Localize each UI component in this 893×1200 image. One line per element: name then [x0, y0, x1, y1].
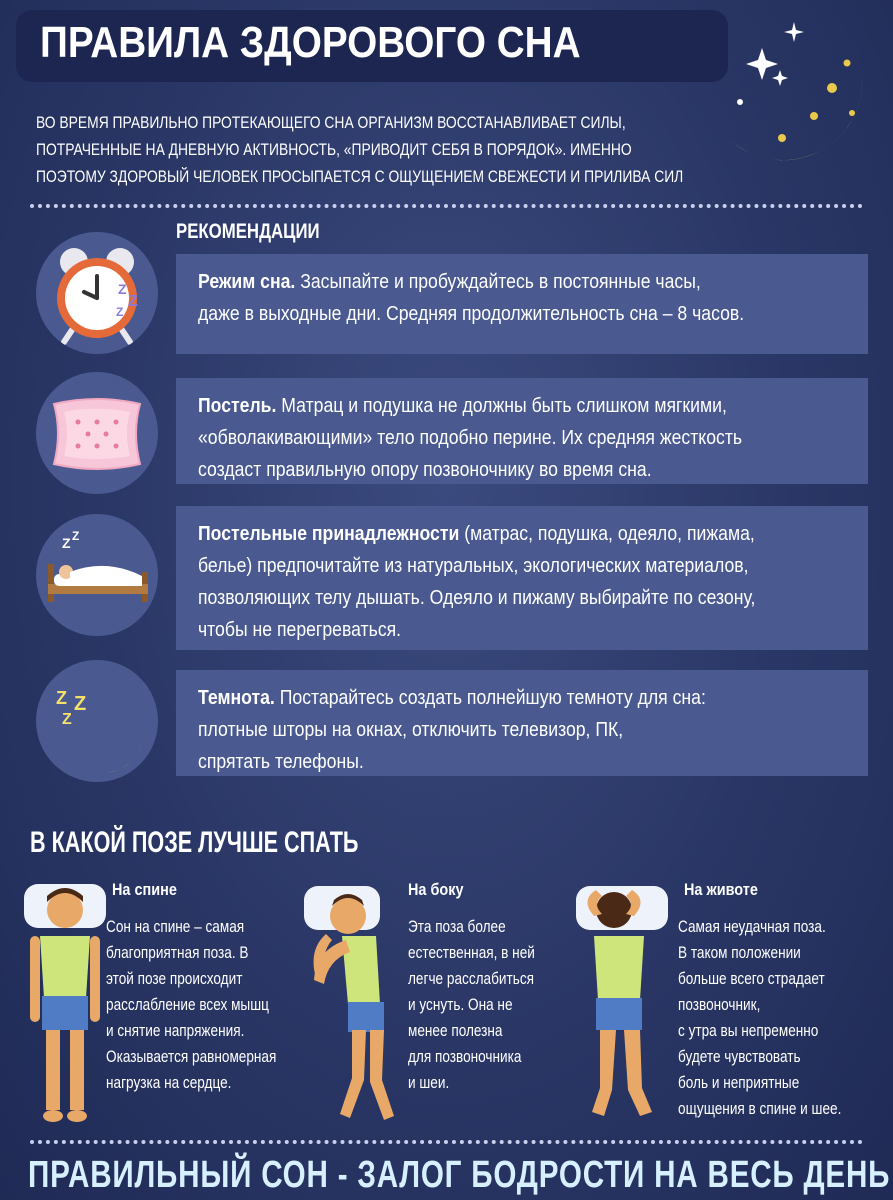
person-on-back-icon — [20, 880, 110, 1130]
recommendation-title: Темнота. — [198, 686, 275, 709]
pose-line: Оказывается равномерная — [106, 1047, 277, 1066]
moon-with-stars-icon — [722, 18, 882, 168]
pose-line: благоприятная поза. В — [106, 943, 249, 962]
crescent-moon-zzz-icon — [36, 660, 158, 782]
pose-line: и снятие напряжения. — [106, 1021, 245, 1040]
recommendation-text: «обволакивающими» тело подобно перине. Их средняя жесткость — [198, 426, 743, 449]
svg-text:Z: Z — [128, 293, 138, 310]
pillow-icon — [36, 372, 158, 494]
recommendation-bed — [176, 378, 868, 484]
recommendation-sleep-schedule — [176, 254, 868, 354]
sleeping-in-bed-icon — [36, 514, 158, 636]
recommendation-darkness — [176, 670, 868, 776]
recommendation-text: Матрац и подушка не должны быть слишком мягкими, — [276, 394, 727, 417]
alarm-clock-icon — [36, 232, 158, 354]
pose-line: нагрузка на сердце. — [106, 1073, 232, 1092]
pose-line: ощущения в спине и шее. — [678, 1099, 842, 1118]
svg-text:Z: Z — [118, 281, 127, 297]
pose-line: и уснуть. Она не — [408, 995, 513, 1014]
recommendation-text: белье) предпочитайте из натуральных, экологических материалов, — [198, 554, 749, 577]
pose-text-back — [106, 914, 276, 1096]
recommendation-text: Постарайтесь создать полнейшую темноту для сна: — [274, 686, 706, 709]
pose-line: Сон на спине – самая — [106, 917, 245, 936]
recommendation-bedding — [176, 506, 868, 650]
dotted-divider — [30, 204, 863, 208]
recommendations-heading: РЕКОМЕНДАЦИИ — [176, 220, 320, 243]
recommendation-text: создаст правильную опору позвоночнику во время сна. — [198, 458, 652, 481]
recommendation-text: даже в выходные дни. Средняя продолжительность сна – 8 часов. — [198, 302, 745, 325]
recommendation-text: чтобы не перегреваться. — [198, 618, 402, 641]
pose-line: расслабление всех мышц — [106, 995, 269, 1014]
pose-title-back: На спине — [112, 880, 177, 899]
pose-line: естественная, в ней — [408, 943, 535, 962]
svg-text:Z: Z — [62, 711, 72, 728]
pose-title-side: На боку — [408, 880, 464, 899]
recommendation-text: (матрас, подушка, одеяло, пижама, — [459, 522, 755, 545]
person-on-stomach-icon — [562, 880, 680, 1130]
pose-line: и шеи. — [408, 1073, 450, 1092]
pose-line: больше всего страдает — [678, 969, 825, 988]
footer-slogan: ПРАВИЛЬНЫЙ СОН - ЗАЛОГ БОДРОСТИ НА ВЕСЬ ДЕНЬ — [28, 1154, 891, 1196]
intro-text — [36, 110, 725, 191]
pose-line: боль и неприятные — [678, 1073, 800, 1092]
svg-text:Z: Z — [62, 535, 71, 551]
svg-text:Z: Z — [56, 688, 67, 708]
svg-text:Z: Z — [72, 529, 80, 543]
pose-line: Эта поза более — [408, 917, 506, 936]
person-on-side-icon — [296, 880, 406, 1130]
recommendation-text: Засыпайте и пробуждайтесь в постоянные часы, — [295, 270, 701, 293]
page-title: ПРАВИЛА ЗДОРОВОГО СНА — [40, 18, 581, 67]
poses-heading: В КАКОЙ ПОЗЕ ЛУЧШЕ СПАТЬ — [30, 826, 359, 859]
recommendation-text: спрятать телефоны. — [198, 750, 364, 773]
intro-line: ПОТРАЧЕННЫЕ НА ДНЕВНУЮ АКТИВНОСТЬ, «ПРИВОДИТ СЕБЯ В ПОРЯДОК». ИМЕННО — [36, 141, 632, 159]
intro-line: ВО ВРЕМЯ ПРАВИЛЬНО ПРОТЕКАЮЩЕГО СНА ОРГАНИЗМ ВОССТАНАВЛИВАЕТ СИЛЫ, — [36, 114, 626, 132]
pose-text-stomach — [678, 914, 841, 1122]
pose-line: для позвоночника — [408, 1047, 522, 1066]
recommendation-title: Постель. — [198, 394, 277, 417]
svg-text:Z: Z — [74, 693, 87, 715]
pose-line: Самая неудачная поза. — [678, 917, 826, 936]
recommendation-text: плотные шторы на окнах, отключить телевизор, ПК, — [198, 718, 624, 741]
pose-text-side — [408, 914, 535, 1096]
intro-line: ПОЭТОМУ ЗДОРОВЫЙ ЧЕЛОВЕК ПРОСЫПАЕТСЯ С ОЩУЩЕНИЕМ СВЕЖЕСТИ И ПРИЛИВА СИЛ — [36, 168, 684, 186]
recommendation-text: позволяющих телу дышать. Одеяло и пижаму выбирайте по сезону, — [198, 586, 756, 609]
pose-line: будете чувствовать — [678, 1047, 801, 1066]
dotted-divider — [30, 1140, 863, 1144]
pose-line: легче расслабиться — [408, 969, 534, 988]
recommendation-title: Режим сна. — [198, 270, 296, 293]
pose-line: с утра вы непременно — [678, 1021, 819, 1040]
pose-line: позвоночник, — [678, 995, 761, 1014]
pose-title-stomach: На животе — [684, 880, 758, 899]
pose-line: менее полезна — [408, 1021, 503, 1040]
recommendation-title: Постельные принадлежности — [198, 522, 460, 545]
pose-line: этой позе происходит — [106, 969, 243, 988]
pose-line: В таком положении — [678, 943, 801, 962]
svg-text:Z: Z — [116, 305, 124, 319]
